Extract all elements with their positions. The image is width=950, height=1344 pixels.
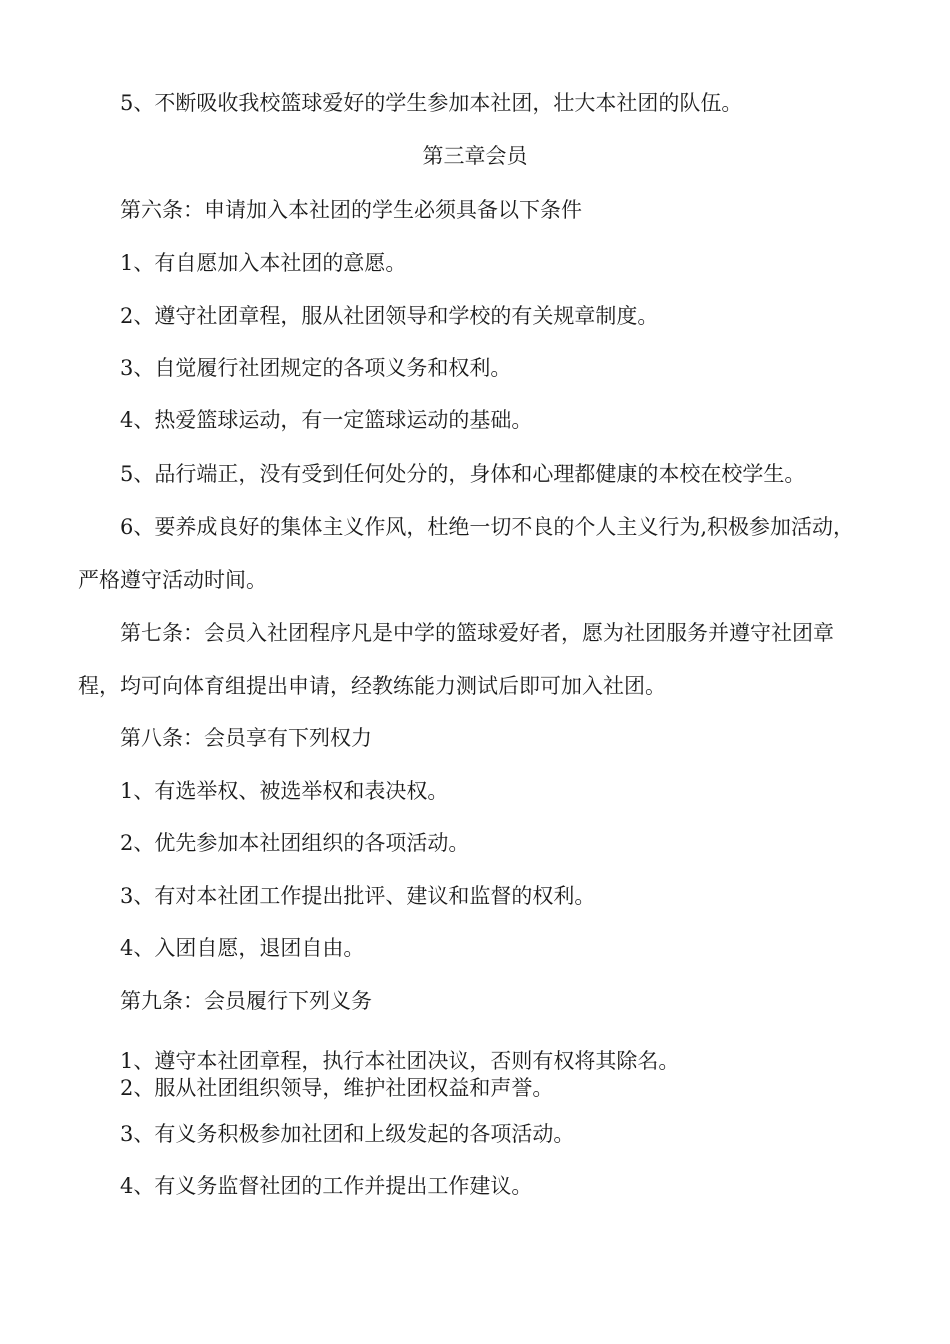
paragraph-line: 1、有自愿加入本社团的意愿。 — [120, 251, 407, 275]
paragraph-line: 2、服从社团组织领导，维护社团权益和声誉。 — [120, 1076, 554, 1100]
paragraph-line: 3、有对本社团工作提出批评、建议和监督的权利。 — [120, 884, 596, 908]
paragraph-line: 4、热爱篮球运动，有一定篮球运动的基础。 — [120, 408, 533, 432]
paragraph-line: 2、优先参加本社团组织的各项活动。 — [120, 831, 470, 855]
paragraph-line: 1、遵守本社团章程，执行本社团决议，否则有权将其除名。 — [120, 1049, 680, 1073]
paragraph-line: 6、要养成良好的集体主义作风，杜绝一切不良的个人主义行为,积极参加活动， — [120, 515, 855, 539]
paragraph-line: 5、品行端正，没有受到任何处分的，身体和心理都健康的本校在校学生。 — [120, 462, 806, 486]
paragraph-line: 程，均可向体育组提出申请，经教练能力测试后即可加入社团。 — [78, 674, 666, 698]
paragraph-line: 1、有选举权、被选举权和表决权。 — [120, 779, 449, 803]
article-heading: 第八条：会员享有下列权力 — [120, 726, 372, 750]
chapter-heading: 第三章会员 — [422, 144, 528, 168]
paragraph-line: 严格遵守活动时间。 — [78, 568, 267, 592]
paragraph-line: 3、有义务积极参加社团和上级发起的各项活动。 — [120, 1122, 575, 1146]
paragraph-line: 4、有义务监督社团的工作并提出工作建议。 — [120, 1174, 533, 1198]
paragraph-line: 4、入团自愿，退团自由。 — [120, 936, 365, 960]
paragraph-line: 3、自觉履行社团规定的各项义务和权利。 — [120, 356, 512, 380]
article-heading: 第六条：申请加入本社团的学生必须具备以下条件 — [120, 198, 582, 222]
article-heading: 第九条：会员履行下列义务 — [120, 989, 372, 1013]
paragraph-line: 5、不断吸收我校篮球爱好的学生参加本社团，壮大本社团的队伍。 — [120, 91, 743, 115]
paragraph-line: 2、遵守社团章程，服从社团领导和学校的有关规章制度。 — [120, 304, 659, 328]
article-heading: 第七条：会员入社团程序凡是中学的篮球爱好者，愿为社团服务并遵守社团章 — [120, 621, 834, 645]
